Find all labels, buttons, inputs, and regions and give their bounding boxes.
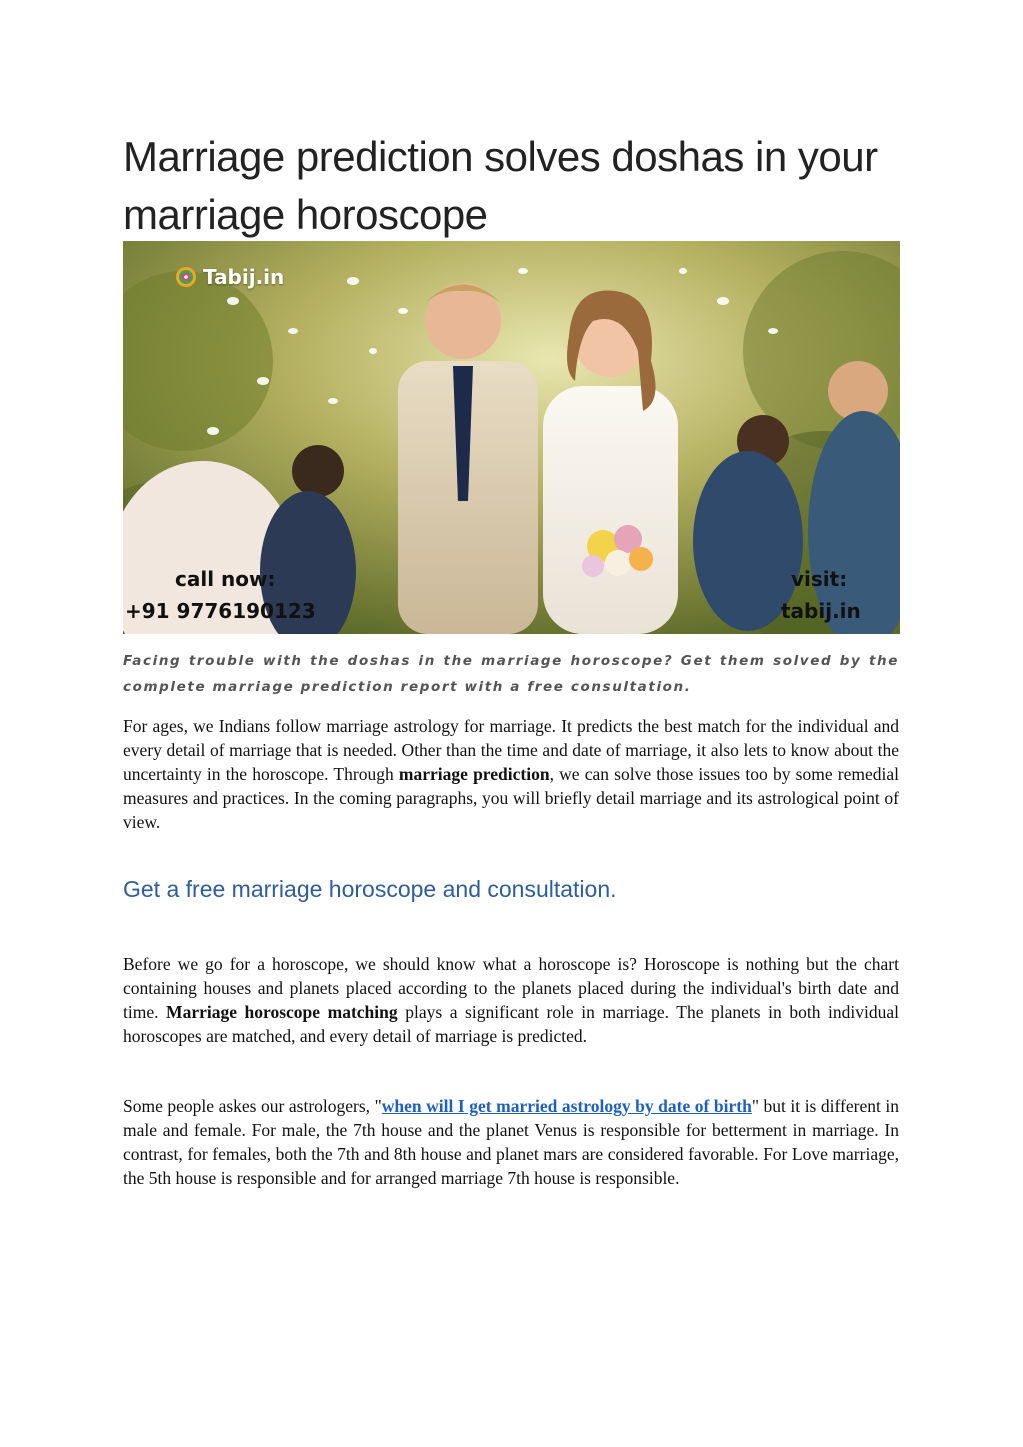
para3-text-end: " but it is different in male and female. For male, the 7th house and the planet Venus is responsible for betterment in marriage. In contrast, for females, both the 7th and 8th house and planet mars are considered favorable. For Love marriage, the 5th house is responsible and for arranged marriage 7th house is responsible.: [123, 1096, 899, 1188]
para1-text-end: , we can solve those issues too by some remedial measures and practices. In the coming paragraphs, you will briefly detail marriage and its astrological point of view.: [123, 764, 899, 832]
section-heading: Get a free marriage horoscope and consultation.: [123, 876, 617, 902]
para2-text-end: plays a significant role in marriage. The planets in both individual horoscopes are matched, and every detail of marriage is predicted.: [123, 1002, 899, 1046]
phone-number: +91 9776190123: [125, 599, 316, 623]
logo-text: Tabij.in: [203, 265, 285, 289]
para1-text-start: For ages, we Indians follow marriage astrology for marriage. It predicts the best match for the individual and every detail of marriage that is needed. Other than the time and date of marriage, it also lets to know about the uncertainty in the horoscope. Through: [123, 716, 899, 784]
call-now-label: call now:: [175, 567, 276, 591]
hero-image: [123, 241, 900, 634]
website-text: tabij.in: [781, 599, 861, 623]
page-title: Marriage prediction solves doshas in your marriage horoscope: [123, 133, 878, 238]
houses-paragraph: [123, 1094, 899, 1190]
para2-text-start: Before we go for a horoscope, we should know what a horoscope is? Horoscope is nothing but the chart containing houses and planets placed according to the planets placed during the individual's birth date and time.: [123, 954, 899, 1022]
para2-bold-term: Marriage horoscope matching: [166, 1002, 398, 1022]
intro-paragraph: [123, 714, 899, 834]
tabij-logo: [175, 265, 284, 289]
para3-text-start: Some people askes our astrologers, ": [123, 1096, 382, 1116]
image-caption: Facing trouble with the doshas in the marriage horoscope? Get them solved by the complete marriage prediction report with a free consultation.: [123, 653, 899, 695]
horoscope-paragraph: [123, 952, 899, 1048]
logo-wheel-icon: [175, 266, 197, 288]
para1-bold-term: marriage prediction: [398, 764, 550, 784]
married-astrology-link[interactable]: when will I get married astrology by date of birth: [381, 1096, 752, 1116]
visit-label: visit:: [791, 567, 848, 591]
